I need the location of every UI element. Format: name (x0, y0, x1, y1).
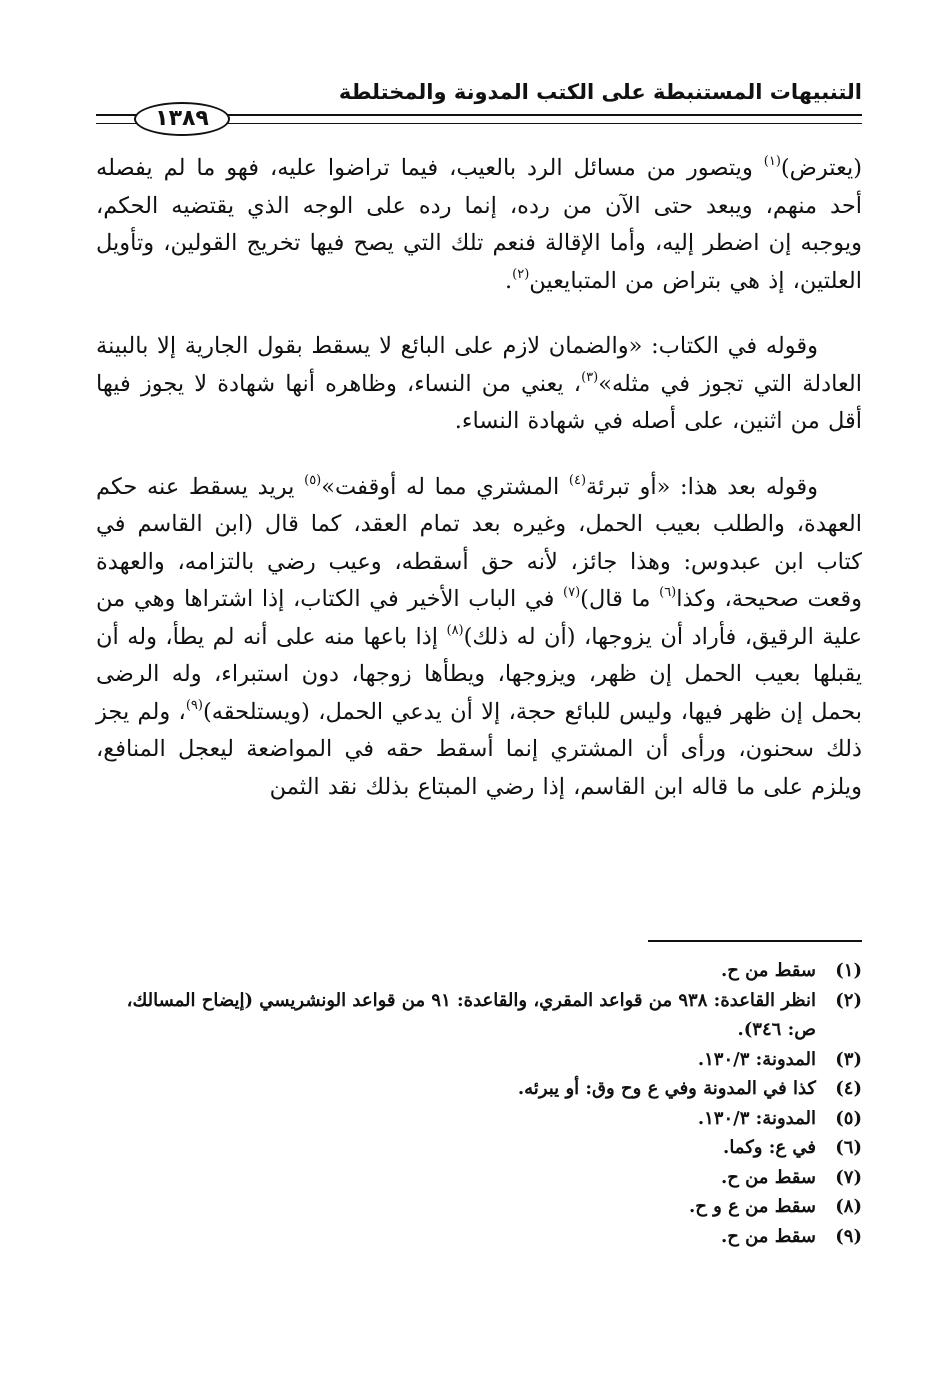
paragraph-3 (96, 469, 862, 807)
footnote-number: (٥) (835, 1107, 862, 1129)
footnote-number: (٣) (835, 1048, 862, 1070)
footnote-ref[interactable]: (٤) (568, 472, 587, 488)
footnote-item (96, 1104, 862, 1134)
footnote-text: المدونة: ١٣٠/٣. (697, 1107, 816, 1129)
footnote-text: كذا في المدونة وفي ع وح وق: أو يبرئه. (517, 1078, 816, 1099)
text-segment: (يعترض) (780, 155, 862, 181)
footnote-ref[interactable]: (٦) (659, 585, 677, 600)
footnote-number: (٩) (835, 1225, 862, 1247)
footnote-text: سقط من ح. (720, 960, 816, 981)
text-segment: ، ولم يجز ذلك سحنون، ورأى أن المشتري إنما أسقط حقه في المواضعة ليعجل المنافع، ويلزم على ما قاله ابن القاسم، إذا رضي المبتاع بذلك نقد الثمن (96, 698, 862, 800)
footnote-item (96, 1192, 862, 1222)
text-segment: إذا باعها منه على أنه لم يطأ، وله أن يقبلها بعيب الحمل إن ظهر، ويزوجها، ويطأها زوجها، دون استبراء، وله الرضى بحمل إن ظهر فيها، وليس للبائع حجة، إلا أن يدعي الحمل، (ويستلحقه) (96, 623, 862, 725)
footnote-item (96, 1045, 862, 1075)
paragraph-1 (96, 150, 862, 300)
footnote-number: (١) (835, 960, 862, 981)
footnote-item (96, 1222, 862, 1252)
footnote-item (96, 1074, 862, 1104)
footnote-separator (648, 940, 862, 942)
footnote-text: انظر القاعدة: ٩٣٨ من قواعد المقري، والقاعدة: ٩١ من قواعد الونشريسي (إيضاح المسالك، ص: ٣٤٦). (126, 989, 816, 1040)
page-header (96, 74, 862, 134)
footnote-text: المدونة: ١٣٠/٣. (697, 1048, 816, 1070)
footnote-text: سقط من ع و ح. (688, 1196, 816, 1217)
text-segment: وقوله بعد هذا: «أو تبرئة (586, 473, 818, 500)
footnote-number: (٢) (835, 989, 862, 1011)
footnote-item (96, 986, 862, 1045)
text-segment: المشتري مما له أوقفت» (321, 473, 569, 500)
running-title: التنبيهات المستنبطة على الكتب المدونة والمختلطة (338, 80, 862, 104)
text-segment: ، يعني من النساء، وظاهره أنها شهادة لا يجوز فيها أقل من اثنين، على أصله في شهادة النساء. (96, 370, 862, 434)
footnote-ref[interactable]: (٩) (185, 697, 203, 713)
text-segment: . (504, 267, 513, 294)
footnote-ref[interactable]: (٨) (446, 622, 464, 638)
text-segment: ويتصور من مسائل الرد بالعيب، فيما تراضوا عليه، فهو ما لم يفصله أحد منهم، ويبعد حتى الآن من رده، إنما رده على الوجه الذي يقتضيه الحكم، ويوجبه إن اضطر إليه، وأما الإقالة فنعم تلك التي يصح فيها تخريج القولين، وتأويل العلتين، إذ هي بتراض من المتبايعين (96, 155, 862, 294)
text-segment: ما قال) (580, 586, 660, 612)
footnote-item (96, 956, 862, 986)
page-number-badge: ١٣٨٩ (134, 102, 230, 136)
footnote-number: (٨) (835, 1196, 862, 1217)
footnote-ref[interactable]: (٧) (563, 585, 581, 600)
main-text (96, 150, 862, 806)
footnotes-list (96, 956, 862, 1251)
footnote-number: (٧) (835, 1166, 862, 1188)
footnote-text: سقط من ح. (720, 1225, 816, 1247)
footnote-ref[interactable]: (٢) (512, 266, 530, 282)
footnote-number: (٤) (835, 1078, 862, 1099)
text-segment: في الباب الأخير في الكتاب، إذا اشتراها وهي من علية الرقيق، فأراد أن يزوجها، (أن له ذلك) (96, 586, 862, 650)
footnote-ref[interactable]: (١) (763, 154, 781, 169)
paragraph-2 (96, 328, 862, 441)
footnote-ref[interactable]: (٥) (304, 472, 322, 488)
text-segment: يريد يسقط عنه حكم العهدة، والطلب بعيب الحمل، وغيره بعد تمام العقد، كما قال (ابن القاسم في كتاب ابن عبدوس: وهذا جائز، لأنه حق أسقطه، وعيب رضي بالتزامه، والعهدة وقعت صحيحة، وكذا (96, 473, 863, 612)
footnote-text: سقط من ح. (720, 1166, 816, 1188)
footnote-text: في ع: وكما. (723, 1137, 816, 1158)
footnote-item (96, 1133, 862, 1163)
footnote-number: (٦) (835, 1137, 862, 1158)
footnote-ref[interactable]: (٣) (581, 369, 599, 385)
footnote-item (96, 1163, 862, 1193)
text-segment: وقوله في الكتاب: «والضمان لازم على البائع لا يسقط بقول الجارية إلا بالبينة العادلة التي تجوز في مثله» (96, 333, 862, 397)
